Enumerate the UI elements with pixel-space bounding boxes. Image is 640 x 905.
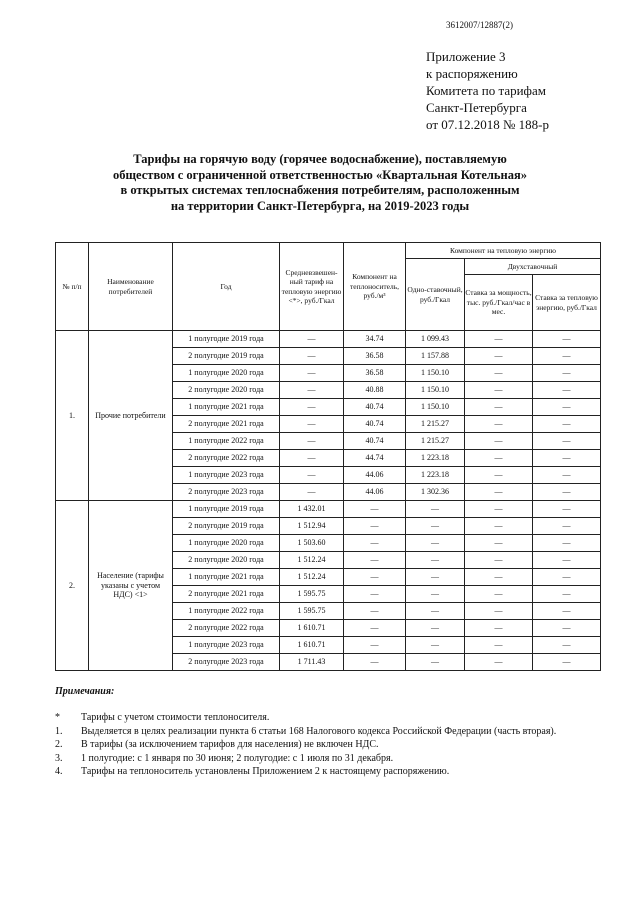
title-line: Тарифы на горячую воду (горячее водоснабжение), поставляемую [133,152,507,166]
cell-one-part: — [406,518,465,535]
note-marker: 1. [55,725,63,737]
cell-one-part: 1 215.27 [406,433,465,450]
cell-avg-tariff: — [280,331,344,348]
cell-energy-rate: — [533,365,601,382]
cell-capacity-rate: — [465,535,533,552]
cell-period: 1 полугодие 2020 года [173,535,280,552]
cell-capacity-rate: — [465,552,533,569]
cell-one-part: 1 150.10 [406,382,465,399]
cell-one-part: 1 099.43 [406,331,465,348]
cell-one-part: 1 223.18 [406,467,465,484]
note-marker: 3. [55,752,63,764]
cell-avg-tariff: — [280,399,344,416]
cell-one-part: — [406,569,465,586]
cell-energy-rate: — [533,331,601,348]
cell-capacity-rate: — [465,501,533,518]
cell-one-part: — [406,620,465,637]
cell-carrier: 40.88 [344,382,406,399]
cell-one-part: 1 150.10 [406,399,465,416]
cell-capacity-rate: — [465,654,533,671]
tariff-table [55,242,601,671]
cell-period: 2 полугодие 2021 года [173,416,280,433]
cell-capacity-rate: — [465,433,533,450]
cell-period: 1 полугодие 2023 года [173,637,280,654]
cell-period: 2 полугодие 2022 года [173,620,280,637]
cell-capacity-rate: — [465,620,533,637]
appendix-line: к распоряжению [426,66,518,81]
appendix-line: Приложение 3 [426,49,506,64]
cell-one-part: — [406,603,465,620]
cell-energy-rate: — [533,620,601,637]
cell-one-part: 1 302.36 [406,484,465,501]
cell-period: 1 полугодие 2023 года [173,467,280,484]
appendix-line: Санкт-Петербурга [426,100,527,115]
cell-carrier: 40.74 [344,399,406,416]
cell-energy-rate: — [533,569,601,586]
cell-period: 2 полугодие 2022 года [173,450,280,467]
document-title [40,152,600,214]
cell-avg-tariff: 1 512.24 [280,569,344,586]
note-text: Тарифы с учетом стоимости теплоносителя. [81,712,270,723]
header-energy-component: Компонент на тепловую энергию [406,243,601,259]
header-energy-rate: Ставка за тепловую энергию, руб./Гкал [533,275,601,331]
header-two-part: Двухставочный [465,259,601,275]
cell-avg-tariff: — [280,416,344,433]
header-one-part: Одно-ставочный, руб./Гкал [406,259,465,331]
title-line: в открытых системах теплоснабжения потребителям, расположенным [120,183,520,197]
cell-energy-rate: — [533,603,601,620]
cell-period: 1 полугодие 2021 года [173,399,280,416]
note-item [55,738,615,752]
header-avg-tariff: Средневзвешен-ный тариф на тепловую энергию <*>, руб./Гкал [280,243,344,331]
cell-energy-rate: — [533,518,601,535]
cell-period: 2 полугодие 2020 года [173,552,280,569]
cell-period: 2 полугодие 2019 года [173,518,280,535]
cell-capacity-rate: — [465,569,533,586]
table-row [56,501,601,518]
cell-carrier: — [344,501,406,518]
cell-avg-tariff: — [280,433,344,450]
cell-energy-rate: — [533,382,601,399]
cell-avg-tariff: — [280,348,344,365]
cell-period: 1 полугодие 2019 года [173,331,280,348]
header-carrier: Компонент на теплоноситель, руб./м³ [344,243,406,331]
cell-period: 1 полугодие 2019 года [173,501,280,518]
cell-carrier: — [344,620,406,637]
cell-capacity-rate: — [465,467,533,484]
cell-group-num: 1. [56,331,89,501]
note-item [55,765,615,779]
table-row [56,331,601,348]
cell-consumer-name: Прочие потребители [89,331,173,501]
cell-energy-rate: — [533,535,601,552]
cell-carrier: — [344,518,406,535]
header-consumer: Наименование потребителей [89,243,173,331]
appendix-block [426,48,549,133]
cell-one-part: 1 150.10 [406,365,465,382]
cell-carrier: — [344,637,406,654]
cell-energy-rate: — [533,348,601,365]
cell-avg-tariff: 1 512.24 [280,552,344,569]
cell-avg-tariff: 1 503.60 [280,535,344,552]
note-item [55,711,615,725]
header-year: Год [173,243,280,331]
cell-avg-tariff: 1 711.43 [280,654,344,671]
cell-capacity-rate: — [465,416,533,433]
note-item [55,725,615,739]
cell-capacity-rate: — [465,365,533,382]
cell-energy-rate: — [533,501,601,518]
note-item [55,752,615,766]
cell-carrier: — [344,654,406,671]
appendix-line: Комитета по тарифам [426,83,546,98]
cell-capacity-rate: — [465,637,533,654]
cell-carrier: — [344,603,406,620]
cell-carrier: — [344,586,406,603]
cell-avg-tariff: 1 610.71 [280,637,344,654]
cell-carrier: 36.58 [344,365,406,382]
note-text: Выделяется в целях реализации пункта 6 статьи 168 Налогового кодекса Российской Федерации (часть вторая). [81,725,557,737]
notes-section [55,686,615,779]
cell-capacity-rate: — [465,382,533,399]
cell-period: 1 полугодие 2020 года [173,365,280,382]
notes-title: Примечания: [55,686,115,697]
cell-capacity-rate: — [465,484,533,501]
cell-energy-rate: — [533,586,601,603]
cell-energy-rate: — [533,467,601,484]
cell-one-part: — [406,586,465,603]
cell-avg-tariff: — [280,467,344,484]
cell-avg-tariff: 1 595.75 [280,603,344,620]
cell-avg-tariff: — [280,484,344,501]
cell-capacity-rate: — [465,586,533,603]
cell-period: 2 полугодие 2023 года [173,654,280,671]
cell-carrier: 44.06 [344,467,406,484]
cell-energy-rate: — [533,484,601,501]
cell-one-part: — [406,654,465,671]
cell-energy-rate: — [533,399,601,416]
cell-energy-rate: — [533,552,601,569]
note-text: В тарифы (за исключением тарифов для населения) не включен НДС. [81,739,379,750]
appendix-line: от 07.12.2018 № 188-р [426,117,549,132]
header-capacity-rate: Ставка за мощность, тыс. руб./Гкал/час в мес. [465,275,533,331]
cell-carrier: 40.74 [344,416,406,433]
note-marker: 2. [55,739,63,750]
cell-capacity-rate: — [465,450,533,467]
cell-carrier: 44.06 [344,484,406,501]
cell-energy-rate: — [533,654,601,671]
cell-capacity-rate: — [465,331,533,348]
cell-avg-tariff: — [280,365,344,382]
header-num: № п/п [56,243,89,331]
cell-avg-tariff: — [280,450,344,467]
cell-avg-tariff: 1 595.75 [280,586,344,603]
title-line: обществом с ограниченной ответственностью «Квартальная Котельная» [113,167,527,182]
cell-one-part: 1 223.18 [406,450,465,467]
cell-one-part: 1 215.27 [406,416,465,433]
cell-period: 2 полугодие 2023 года [173,484,280,501]
cell-capacity-rate: — [465,399,533,416]
cell-one-part: 1 157.88 [406,348,465,365]
cell-carrier: 44.74 [344,450,406,467]
cell-capacity-rate: — [465,603,533,620]
cell-period: 2 полугодие 2019 года [173,348,280,365]
cell-period: 2 полугодие 2021 года [173,586,280,603]
cell-avg-tariff: 1 610.71 [280,620,344,637]
cell-carrier: 40.74 [344,433,406,450]
note-text: 1 полугодие: с 1 января по 30 июня; 2 полугодие: с 1 июля по 31 декабря. [81,752,394,764]
cell-carrier: — [344,535,406,552]
cell-carrier: 36.58 [344,348,406,365]
cell-period: 1 полугодие 2022 года [173,433,280,450]
note-marker: 4. [55,766,63,777]
cell-energy-rate: — [533,637,601,654]
document-number: 3612007/12887(2) [446,20,513,30]
cell-one-part: — [406,637,465,654]
cell-carrier: — [344,552,406,569]
cell-carrier: 34.74 [344,331,406,348]
cell-energy-rate: — [533,450,601,467]
cell-energy-rate: — [533,416,601,433]
cell-one-part: — [406,552,465,569]
cell-one-part: — [406,535,465,552]
cell-period: 2 полугодие 2020 года [173,382,280,399]
cell-consumer-name: Население (тарифы указаны с учетом НДС) <1> [89,501,173,671]
cell-period: 1 полугодие 2022 года [173,603,280,620]
cell-avg-tariff: 1 432.01 [280,501,344,518]
cell-period: 1 полугодие 2021 года [173,569,280,586]
note-marker: * [55,712,60,723]
note-text: Тарифы на теплоноситель установлены Приложением 2 к настоящему распоряжению. [81,766,450,777]
cell-group-num: 2. [56,501,89,671]
cell-energy-rate: — [533,433,601,450]
cell-avg-tariff: — [280,382,344,399]
title-line: на территории Санкт-Петербурга, на 2019-2023 годы [170,198,470,213]
cell-carrier: — [344,569,406,586]
cell-capacity-rate: — [465,348,533,365]
cell-capacity-rate: — [465,518,533,535]
cell-one-part: — [406,501,465,518]
cell-avg-tariff: 1 512.94 [280,518,344,535]
